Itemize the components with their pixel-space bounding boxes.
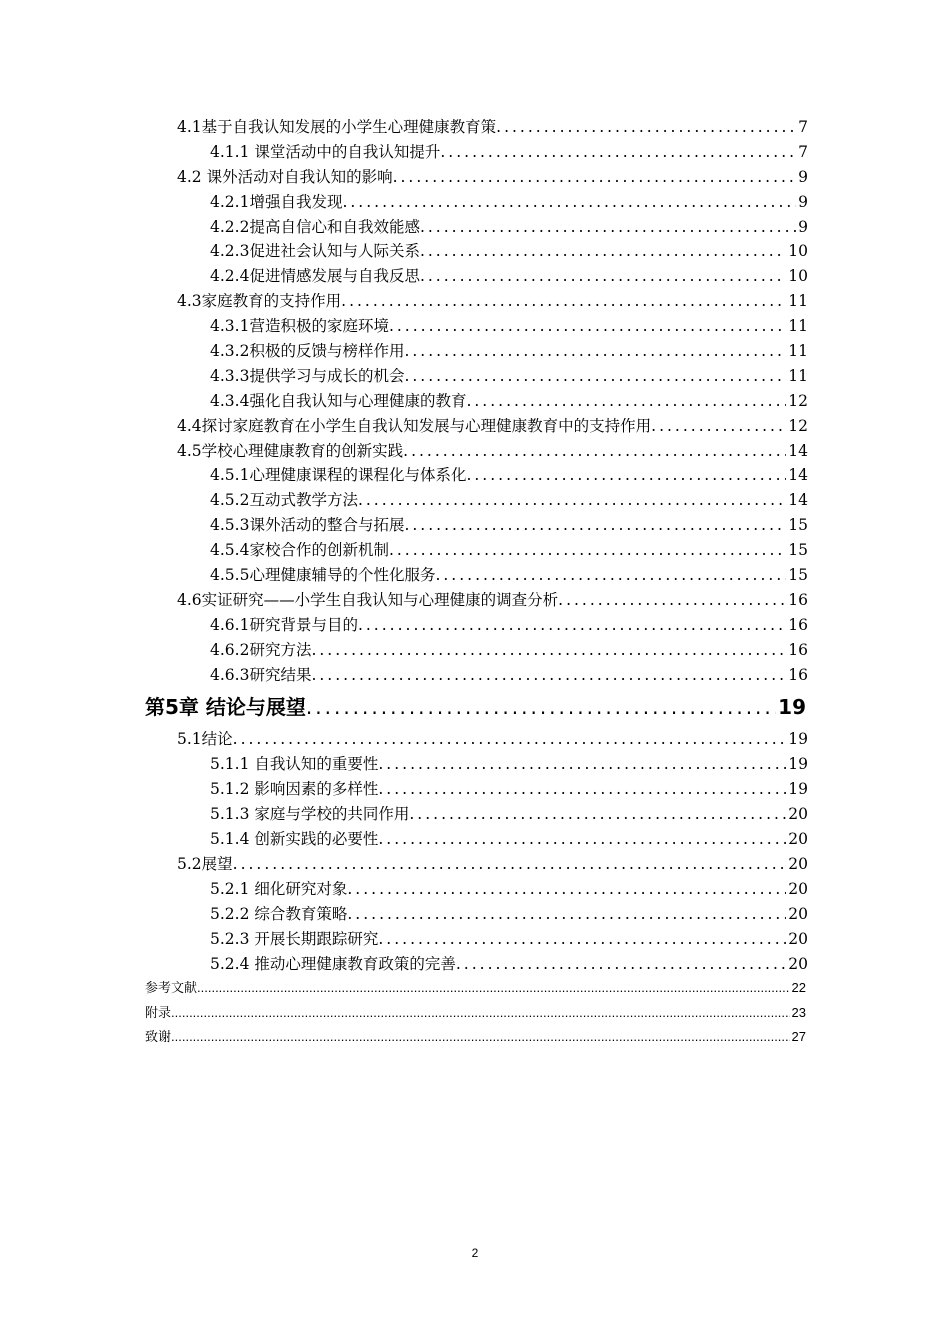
- toc-entry-page: 20: [788, 954, 808, 973]
- table-of-contents: [0, 115, 950, 1050]
- toc-dot-leader: [171, 1025, 790, 1050]
- toc-dot-leader: [378, 827, 786, 852]
- toc-dot-leader: [358, 613, 786, 638]
- toc-entry-page: 14: [788, 441, 808, 460]
- toc-entry-title: 参考文献: [145, 980, 198, 996]
- toc-entry-page: 20: [788, 904, 808, 923]
- toc-entry[interactable]: [177, 852, 808, 877]
- toc-entry-page: 20: [788, 879, 808, 898]
- toc-entry[interactable]: [210, 389, 808, 414]
- toc-dot-leader: [358, 488, 786, 513]
- toc-entry-title: 5.1.2 影响因素的多样性: [210, 780, 379, 799]
- toc-entry-page: 20: [788, 929, 808, 948]
- toc-dot-leader: [311, 638, 786, 663]
- toc-dot-leader: [435, 563, 786, 588]
- toc-dot-leader: [389, 538, 786, 563]
- toc-entry[interactable]: [145, 1025, 806, 1050]
- toc-entry-title: 4.3.1营造积极的家庭环境: [210, 317, 389, 336]
- toc-entry[interactable]: [177, 727, 808, 752]
- toc-entry[interactable]: [210, 613, 808, 638]
- toc-entry-page: 19: [788, 755, 808, 774]
- toc-dot-leader: [342, 190, 796, 215]
- toc-dot-leader: [347, 902, 786, 927]
- toc-entry[interactable]: [177, 414, 808, 439]
- toc-entry-title: 4.2.1增强自我发现: [210, 192, 343, 211]
- toc-entry[interactable]: [210, 190, 808, 215]
- toc-entry-page: 22: [791, 980, 806, 996]
- toc-dot-leader: [466, 463, 786, 488]
- toc-dot-leader: [347, 877, 786, 902]
- toc-entry[interactable]: [210, 513, 808, 538]
- toc-dot-leader: [393, 165, 797, 190]
- toc-entry-page: 14: [788, 466, 808, 485]
- toc-dot-leader: [378, 752, 786, 777]
- page-number: 2: [471, 1246, 479, 1260]
- toc-entry-title: 5.1.3 家庭与学校的共同作用: [210, 805, 410, 824]
- toc-entry[interactable]: [177, 588, 808, 613]
- toc-entry-page: 11: [788, 342, 808, 361]
- toc-entry-title: 5.1结论: [177, 730, 233, 749]
- toc-entry-title: 5.2.4 推动心理健康教育政策的完善: [210, 954, 456, 973]
- toc-entry-title: 4.3.2积极的反馈与榜样作用: [210, 342, 405, 361]
- toc-dot-leader: [456, 952, 786, 977]
- toc-entry-title: 致谢: [145, 1029, 172, 1045]
- toc-entry-page: 11: [788, 317, 808, 336]
- toc-entry[interactable]: [210, 264, 808, 289]
- toc-dot-leader: [306, 687, 776, 727]
- toc-entry-page: 11: [788, 292, 808, 311]
- toc-entry-page: 9: [798, 192, 808, 211]
- toc-entry-page: 19: [788, 730, 808, 749]
- toc-entry[interactable]: [210, 777, 808, 802]
- toc-entry-title: 附录: [145, 1004, 172, 1020]
- toc-entry[interactable]: [210, 339, 808, 364]
- toc-entry[interactable]: [210, 239, 808, 264]
- toc-entry-title: 4.5.1心理健康课程的课程化与体系化: [210, 466, 467, 485]
- toc-dot-leader: [311, 663, 786, 688]
- toc-entry-title: 第5章 结论与展望: [145, 695, 306, 720]
- toc-entry-title: 5.2.2 综合教育策略: [210, 904, 348, 923]
- toc-dot-leader: [403, 439, 786, 464]
- toc-entry-title: 5.1.4 创新实践的必要性: [210, 830, 379, 849]
- toc-entry[interactable]: [210, 638, 808, 663]
- toc-entry-title: 4.5.4家校合作的创新机制: [210, 541, 389, 560]
- toc-entry-page: 16: [788, 615, 808, 634]
- toc-entry-page: 20: [788, 805, 808, 824]
- toc-entry[interactable]: [210, 927, 808, 952]
- toc-entry[interactable]: [210, 877, 808, 902]
- toc-dot-leader: [558, 588, 786, 613]
- toc-entry-title: 4.3.4强化自我认知与心理健康的教育: [210, 391, 467, 410]
- toc-entry[interactable]: [210, 364, 808, 389]
- toc-entry[interactable]: [177, 289, 808, 314]
- toc-entry[interactable]: [210, 463, 808, 488]
- toc-entry-title: 4.5.2互动式教学方法: [210, 491, 358, 510]
- toc-entry-title: 4.6.3研究结果: [210, 665, 312, 684]
- toc-entry[interactable]: [210, 752, 808, 777]
- toc-dot-leader: [420, 239, 786, 264]
- toc-dot-leader: [233, 727, 787, 752]
- toc-dot-leader: [404, 513, 786, 538]
- toc-entry-title: 4.2.4促进情感发展与自我反思: [210, 267, 420, 286]
- toc-dot-leader: [341, 289, 786, 314]
- toc-entry[interactable]: [145, 687, 806, 727]
- toc-dot-leader: [440, 140, 796, 165]
- toc-entry-page: 12: [788, 391, 808, 410]
- toc-entry-page: 14: [788, 491, 808, 510]
- toc-entry-title: 4.5.3课外活动的整合与拓展: [210, 516, 405, 535]
- toc-dot-leader: [378, 777, 786, 802]
- toc-entry-page: 10: [788, 242, 808, 261]
- toc-entry-page: 20: [788, 854, 808, 873]
- toc-entry-title: 4.6实证研究——小学生自我认知与心理健康的调查分析: [177, 590, 559, 609]
- toc-entry-title: 5.2.3 开展长期跟踪研究: [210, 929, 379, 948]
- toc-entry[interactable]: [177, 115, 808, 140]
- toc-entry[interactable]: [210, 827, 808, 852]
- toc-entry-page: 12: [788, 416, 808, 435]
- toc-dot-leader: [389, 314, 786, 339]
- toc-dot-leader: [496, 115, 796, 140]
- toc-entry-page: 23: [791, 1004, 806, 1020]
- toc-entry[interactable]: [210, 538, 808, 563]
- toc-dot-leader: [404, 339, 786, 364]
- toc-entry-title: 4.6.1研究背景与目的: [210, 615, 358, 634]
- toc-entry[interactable]: [210, 802, 808, 827]
- toc-entry-title: 5.1.1 自我认知的重要性: [210, 755, 379, 774]
- toc-dot-leader: [409, 802, 786, 827]
- toc-entry-title: 4.1.1 课堂活动中的自我认知提升: [210, 142, 441, 161]
- toc-dot-leader: [378, 927, 786, 952]
- toc-entry-title: 5.2展望: [177, 854, 233, 873]
- toc-entry-page: 15: [788, 541, 808, 560]
- toc-entry[interactable]: [210, 215, 808, 240]
- toc-entry-page: 15: [788, 516, 808, 535]
- toc-dot-leader: [171, 1001, 790, 1026]
- toc-dot-leader: [197, 976, 790, 1001]
- toc-dot-leader: [420, 215, 796, 240]
- toc-entry-page: 19: [778, 695, 806, 720]
- toc-entry-title: 5.2.1 细化研究对象: [210, 879, 348, 898]
- toc-entry-page: 7: [798, 142, 808, 161]
- toc-entry-title: 4.2 课外活动对自我认知的影响: [177, 167, 393, 186]
- toc-entry[interactable]: [210, 488, 808, 513]
- toc-entry[interactable]: [177, 165, 808, 190]
- toc-entry[interactable]: [210, 563, 808, 588]
- toc-entry-page: 15: [788, 566, 808, 585]
- toc-entry-title: 4.3.3提供学习与成长的机会: [210, 366, 405, 385]
- toc-entry-page: 9: [798, 167, 808, 186]
- toc-entry-page: 16: [788, 640, 808, 659]
- toc-dot-leader: [420, 264, 786, 289]
- toc-dot-leader: [233, 852, 787, 877]
- toc-entry-page: 16: [788, 590, 808, 609]
- toc-entry-page: 20: [788, 830, 808, 849]
- toc-entry-page: 19: [788, 780, 808, 799]
- toc-entry-title: 4.5.5心理健康辅导的个性化服务: [210, 566, 436, 585]
- toc-dot-leader: [466, 389, 786, 414]
- toc-entry[interactable]: [210, 314, 808, 339]
- toc-entry[interactable]: [210, 663, 808, 688]
- toc-entry-title: 4.2.3促进社会认知与人际关系: [210, 242, 420, 261]
- toc-entry[interactable]: [210, 952, 808, 977]
- toc-entry[interactable]: [177, 439, 808, 464]
- toc-dot-leader: [651, 414, 786, 439]
- toc-entry[interactable]: [145, 976, 806, 1001]
- toc-entry-page: 11: [788, 366, 808, 385]
- toc-entry[interactable]: [145, 1001, 806, 1026]
- toc-entry-page: 16: [788, 665, 808, 684]
- toc-dot-leader: [404, 364, 786, 389]
- toc-entry-page: 7: [798, 118, 808, 136]
- toc-entry-title: 4.2.2提高自信心和自我效能感: [210, 217, 420, 236]
- toc-entry[interactable]: [210, 140, 808, 165]
- toc-entry-title: 4.3家庭教育的支持作用: [177, 292, 342, 311]
- toc-entry-title: 4.4探讨家庭教育在小学生自我认知发展与心理健康教育中的支持作用: [177, 416, 652, 435]
- toc-entry-page: 10: [788, 267, 808, 286]
- toc-entry-title: 4.6.2研究方法: [210, 640, 312, 659]
- toc-entry-page: 27: [791, 1029, 806, 1045]
- toc-entry-page: 9: [798, 217, 808, 236]
- toc-entry-title: 4.5学校心理健康教育的创新实践: [177, 441, 404, 460]
- toc-entry-title: 4.1基于自我认知发展的小学生心理健康教育策: [177, 118, 497, 136]
- toc-entry[interactable]: [210, 902, 808, 927]
